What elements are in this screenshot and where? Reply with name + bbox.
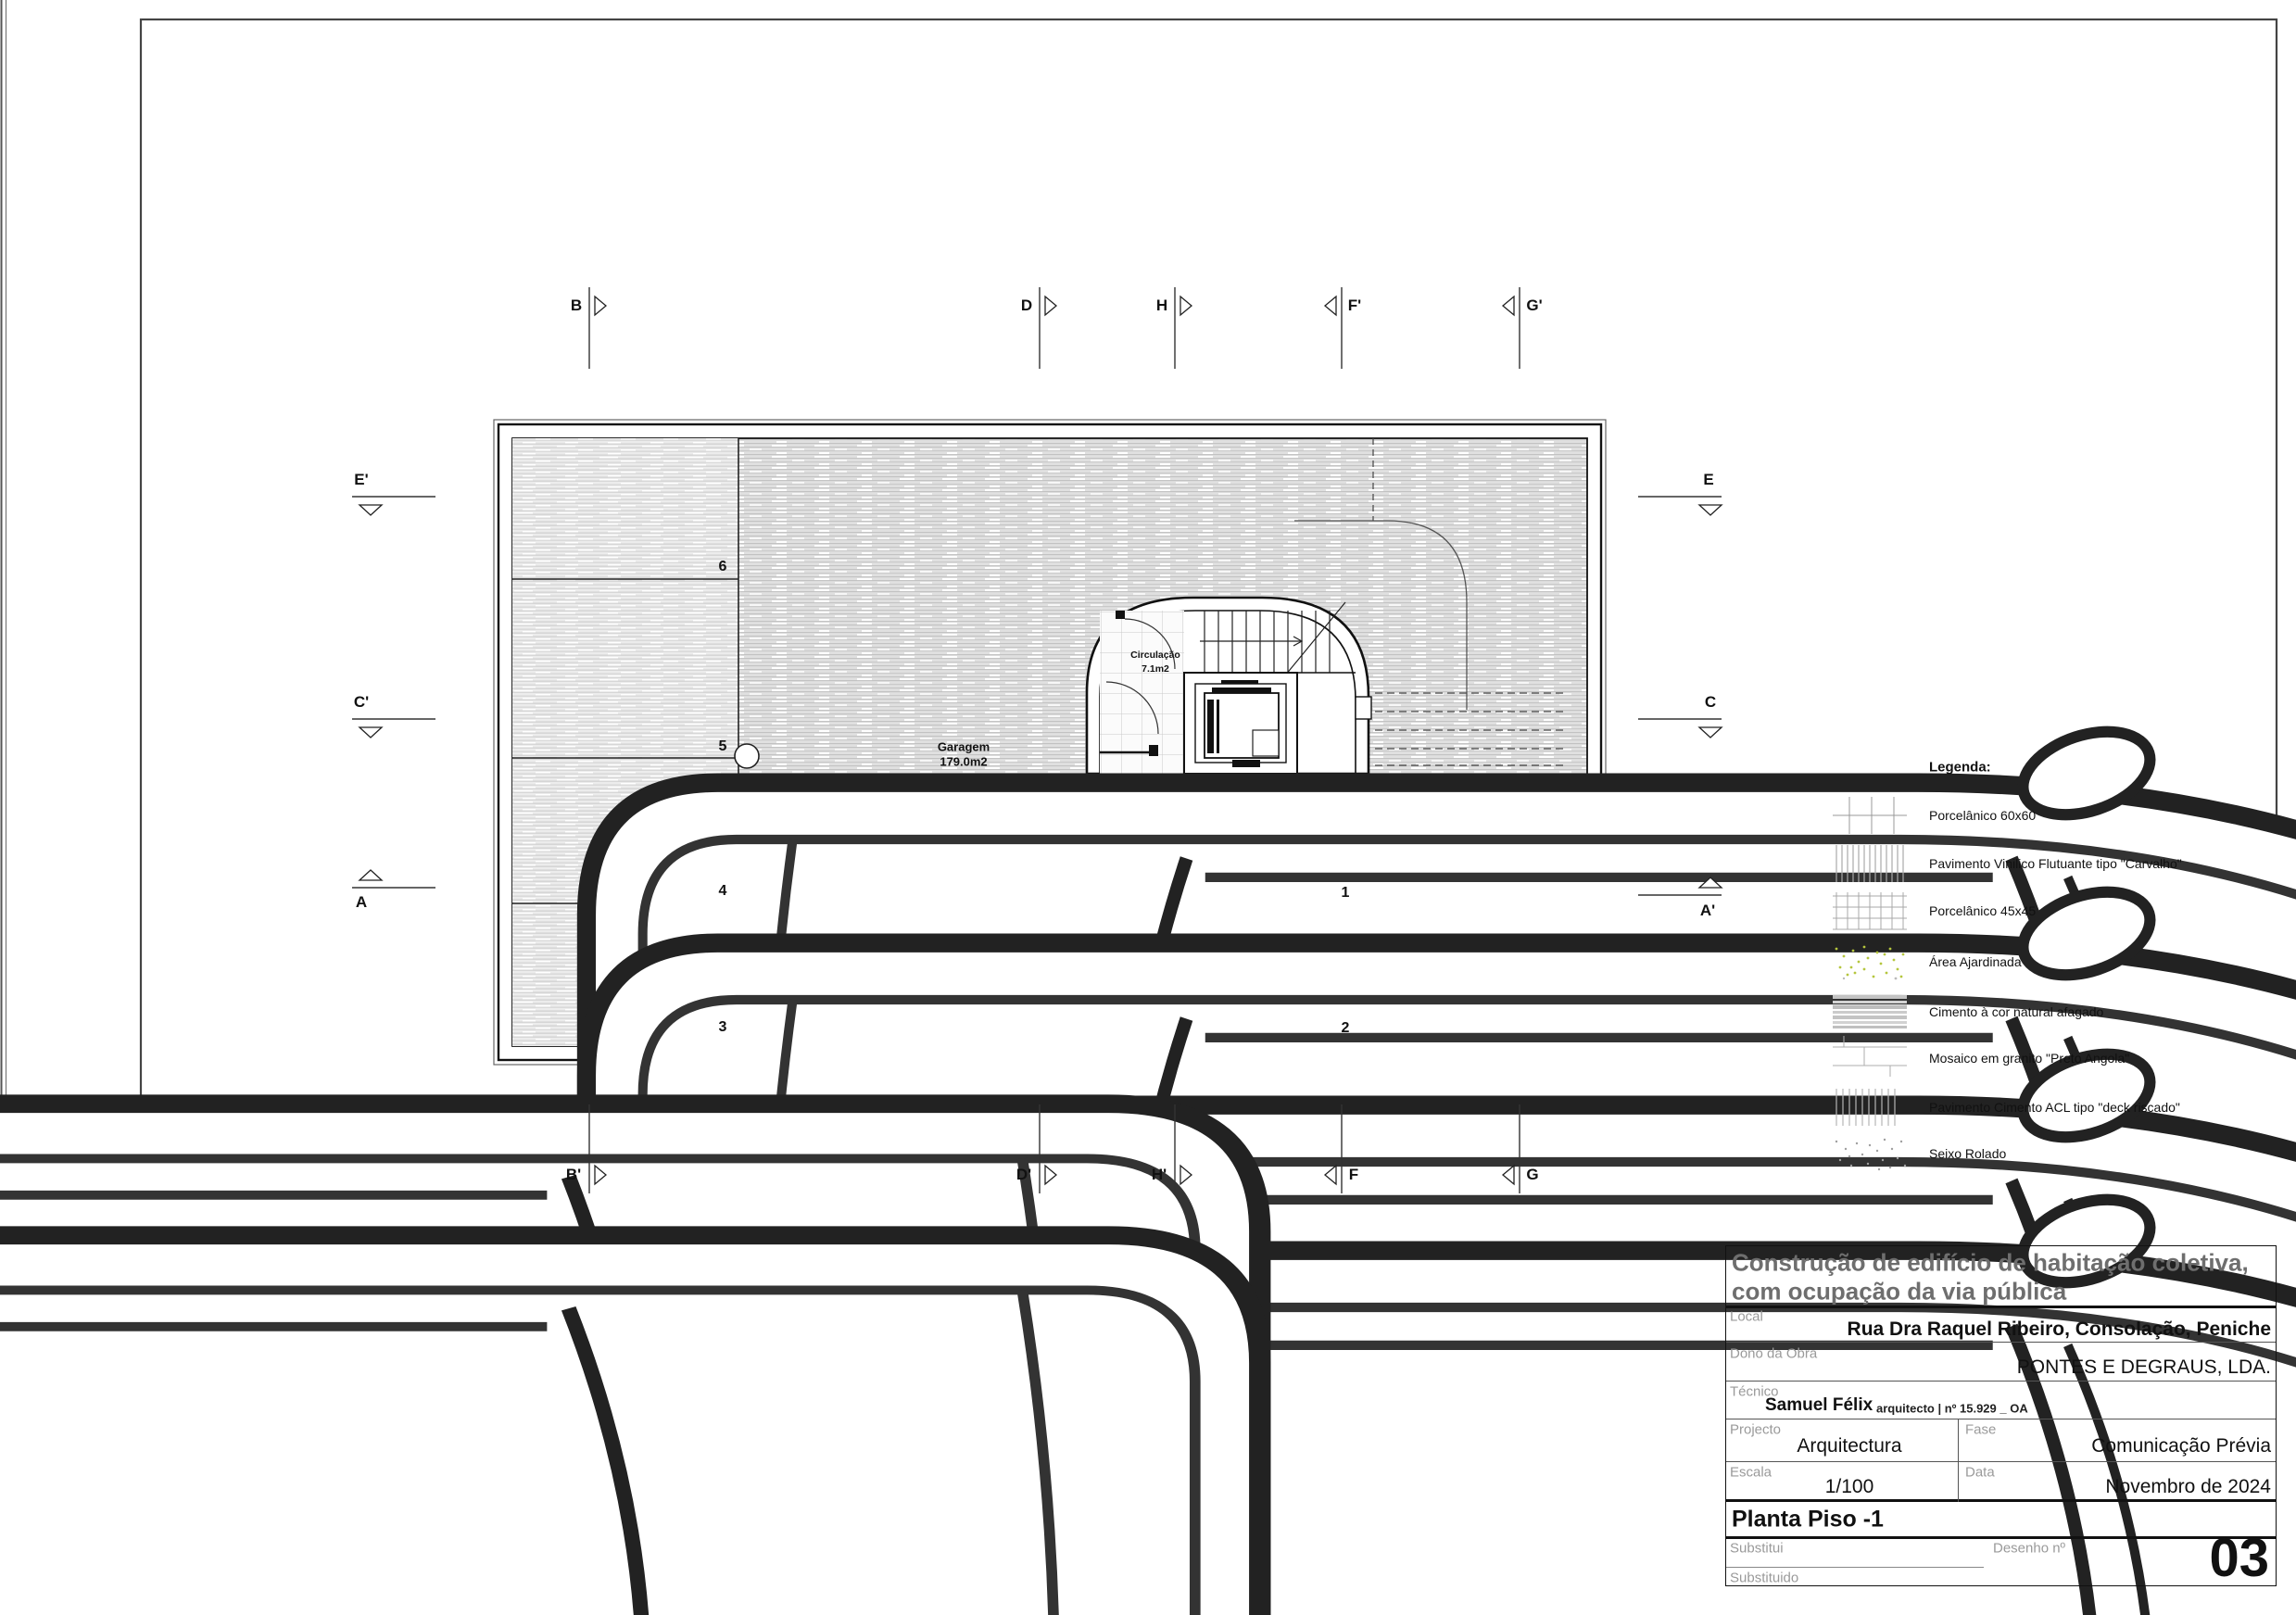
section-label-d: D	[1020, 297, 1033, 314]
technician-credentials: arquitecto | nº 15.929 _ OA	[1876, 1401, 2028, 1416]
elevator-door-mechanism	[1212, 688, 1271, 693]
project-title-line1: Construção de edifício de habitação coletiva,	[1732, 1248, 2249, 1277]
replaced-label: Substituido	[1730, 1570, 1799, 1586]
section-label-f: F	[1348, 1166, 1359, 1183]
structural-column	[735, 744, 759, 768]
drawing-title: Planta Piso -1	[1732, 1506, 1884, 1533]
legend-item-label: Pavimento Cimento ACL tipo "deck riscado"	[1929, 1100, 2180, 1115]
stall-number-1: 1	[1341, 885, 1350, 901]
section-arrows-top	[595, 297, 1514, 315]
circulation-label: Circulação	[1130, 650, 1180, 661]
scale-value: 1/100	[1824, 1476, 1874, 1497]
section-lines-top	[589, 287, 1520, 369]
project-value: Arquitectura	[1797, 1435, 1902, 1457]
garage-area: 179.0m2	[940, 754, 988, 769]
door-jamb	[1116, 611, 1125, 619]
drawing-no-label: Desenho nº	[1993, 1540, 2066, 1557]
project-label: Projecto	[1730, 1421, 1782, 1438]
stall-number-4: 4	[718, 883, 727, 899]
section-label-c-prime: C'	[353, 693, 370, 711]
garage-label: Garagem	[937, 739, 990, 754]
legend-item-label: Cimento à cor natural afagado	[1929, 1004, 2104, 1019]
elevator-rail	[1217, 700, 1219, 753]
legend-item-label: Porcelânico 60x60	[1929, 808, 2037, 823]
drawing-no-value: 03	[2209, 1528, 2269, 1588]
technician-name: Samuel Félix	[1765, 1395, 1873, 1415]
circulation-area: 7.1m2	[1142, 663, 1169, 675]
legend-item-label: Porcelânico 45x45	[1929, 903, 2037, 918]
car-topview	[0, 1172, 1260, 1615]
section-label-g: G	[1526, 1166, 1539, 1183]
elevator-bottom-door	[1232, 760, 1260, 767]
section-label-e-prime: E'	[354, 471, 369, 488]
legend-item-label: Área Ajardinada	[1929, 954, 2022, 969]
elevator-pit-box	[1253, 730, 1279, 756]
section-label-d-prime: D'	[1016, 1166, 1032, 1183]
legend-item-label: Seixo Rolado	[1929, 1146, 2007, 1161]
section-label-g-prime: G'	[1526, 297, 1543, 314]
section-label-b: B	[570, 297, 583, 314]
elevator-rail	[1207, 700, 1214, 753]
section-label-b-prime: B'	[565, 1166, 582, 1183]
legend-item-label: Mosaico em granito "Preto Angola"	[1929, 1051, 2130, 1066]
section-label-h-prime: H'	[1151, 1166, 1167, 1183]
legend-item-label: Pavimento Vinilico Flutuante tipo "Carvalho"	[1929, 856, 2182, 871]
elevator-door-sill	[1221, 680, 1258, 684]
stall-number-6: 6	[718, 559, 727, 574]
owner-label: Dono da Obra	[1730, 1345, 1818, 1362]
owner-value: PONTES E DEGRAUS, LDA.	[2016, 1356, 2271, 1378]
date-label: Data	[1965, 1464, 1995, 1481]
title-block	[1725, 1245, 2277, 1586]
phase-value: Comunicação Prévia	[2091, 1435, 2271, 1457]
section-label-h: H	[1155, 297, 1168, 314]
stall-number-3: 3	[718, 1019, 727, 1035]
technician-label: Técnico	[1730, 1383, 1779, 1400]
stall-number-5: 5	[718, 738, 727, 754]
local-label: Local	[1730, 1308, 1763, 1325]
circulation-floor-tiles	[1100, 611, 1184, 774]
local-value: Rua Dra Raquel Ribeiro, Consolação, Peniche	[1847, 1318, 2271, 1340]
section-label-f-prime: F'	[1347, 297, 1362, 314]
section-label-c: C	[1704, 693, 1717, 711]
core-wall-bump	[1356, 697, 1371, 719]
section-label-a: A	[355, 893, 368, 911]
section-label-e: E	[1703, 471, 1714, 488]
project-title-line2: com ocupação da via pública	[1732, 1277, 2067, 1306]
legend-title: Legenda:	[1929, 759, 1991, 776]
door-jamb	[1149, 745, 1158, 756]
section-lines-left	[352, 497, 435, 888]
scale-label: Escala	[1730, 1464, 1772, 1481]
date-value: Novembro de 2024	[2105, 1476, 2271, 1497]
section-label-a-prime: A'	[1699, 902, 1716, 919]
phase-label: Fase	[1965, 1421, 1997, 1438]
stall-number-2: 2	[1341, 1020, 1350, 1036]
replaces-label: Substitui	[1730, 1540, 1784, 1557]
